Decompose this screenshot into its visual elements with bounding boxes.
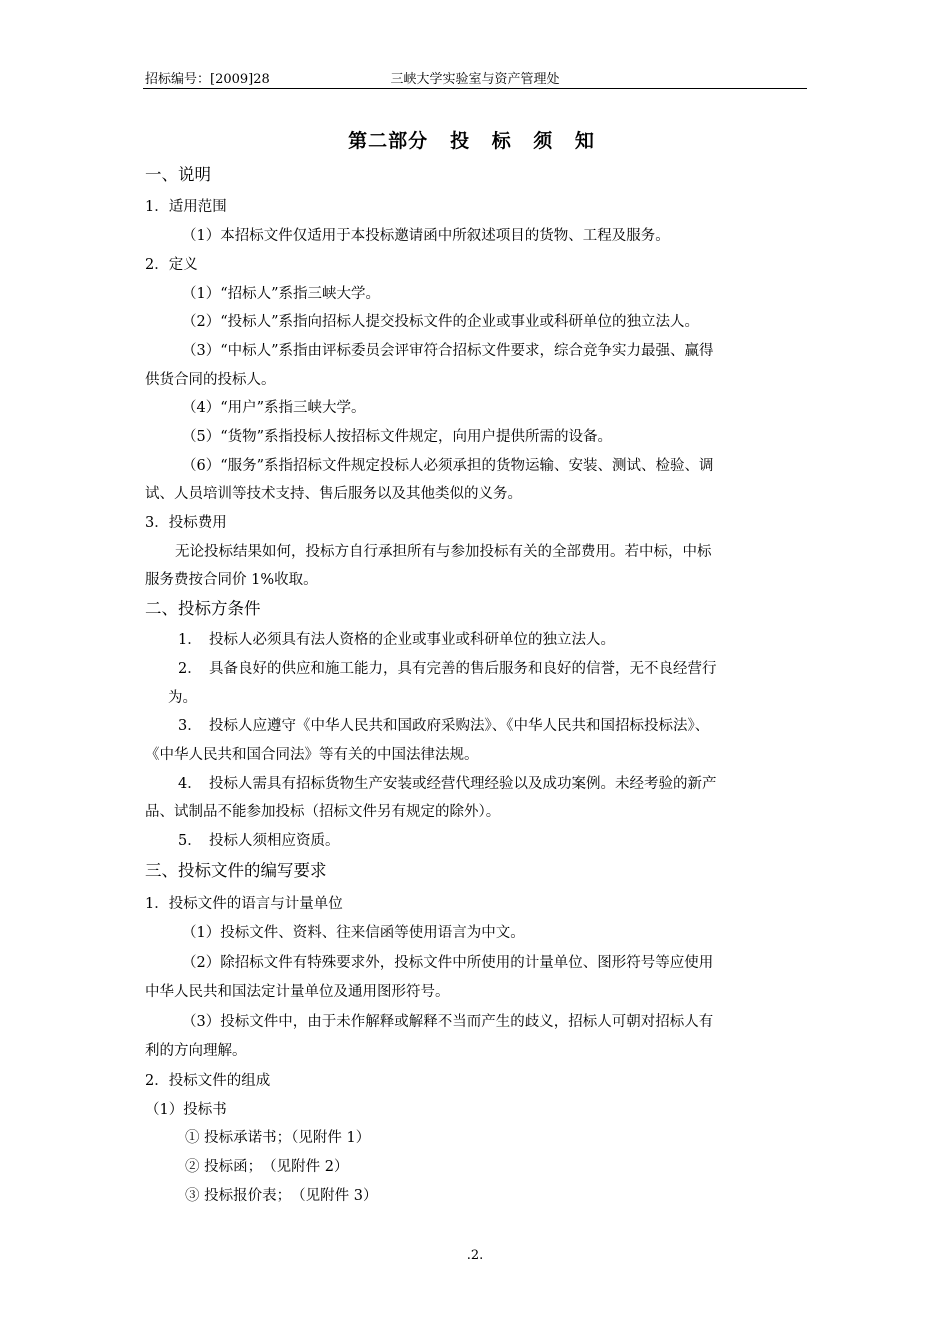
subsection-heading: 2．投标文件的组成 xyxy=(145,1073,271,1089)
subsection-heading: 1．适用范围 xyxy=(145,199,227,215)
paragraph-line: 服务费按合同价 1%收取。 xyxy=(145,572,318,588)
section-heading: 一、说明 xyxy=(145,165,211,184)
header-organization: 三峡大学实验室与资产管理处 xyxy=(390,72,560,87)
page-number: .2. xyxy=(466,1248,484,1263)
paragraph-line: 利的方向理解。 xyxy=(145,1043,247,1059)
paragraph-line: 无论投标结果如何，投标方自行承担所有与参加投标有关的全部费用。若中标，中标 xyxy=(175,544,712,560)
list-item: 4． 投标人需具有招标货物生产安装或经营代理经验以及成功案例。未经考验的新产 xyxy=(178,776,717,792)
title-part: 第二部分 xyxy=(348,130,429,152)
list-item: ② 投标函； （见附件 2） xyxy=(185,1159,349,1175)
list-item: ① 投标承诺书；（见附件 1） xyxy=(185,1130,371,1146)
subsection-heading: 3．投标费用 xyxy=(145,515,227,531)
paragraph-line: （2）“投标人”系指向招标人提交投标文件的企业或事业或科研单位的独立法人。 xyxy=(182,314,700,330)
section-heading: 三、投标文件的编写要求 xyxy=(145,861,327,880)
subsection-heading: （1）投标书 xyxy=(145,1102,227,1118)
paragraph-line: （6）“服务”系指招标文件规定投标人必须承担的货物运输、安装、测试、检验、调 xyxy=(182,458,714,474)
list-item: 5． 投标人须相应资质。 xyxy=(178,833,340,849)
subsection-heading: 1．投标文件的语言与计量单位 xyxy=(145,896,343,912)
section-heading: 二、投标方条件 xyxy=(145,599,261,618)
list-item: ③ 投标报价表； （见附件 3） xyxy=(185,1188,378,1204)
paragraph-line: （4）“用户”系指三峡大学。 xyxy=(182,400,366,416)
paragraph-line: （3）投标文件中，由于未作解释或解释不当而产生的歧义，招标人可朝对招标人有 xyxy=(182,1014,714,1030)
list-item: 品、试制品不能参加投标（招标文件另有规定的除外）。 xyxy=(145,804,501,820)
title-name: 投 标 须 知 xyxy=(450,130,602,152)
paragraph-line: 试、人员培训等技术支持、售后服务以及其他类似的义务。 xyxy=(145,486,522,502)
list-item: 2． 具备良好的供应和施工能力，具有完善的售后服务和良好的信誉，无不良经营行 xyxy=(178,661,717,677)
paragraph-line: （5）“货物”系指投标人按招标文件规定，向用户提供所需的设备。 xyxy=(182,429,613,445)
paragraph-line: （3）“中标人”系指由评标委员会评审符合招标文件要求，综合竞争实力最强、赢得 xyxy=(182,343,714,359)
subsection-heading: 2．定义 xyxy=(145,257,198,273)
list-item: 3． 投标人应遵守《中华人民共和国政府采购法》、《中华人民共和国招标投标法》、 xyxy=(178,718,710,734)
list-item: 为。 xyxy=(168,690,197,706)
paragraph-line: （1）投标文件、资料、往来信函等使用语言为中文。 xyxy=(182,925,525,941)
bid-number: 招标编号：[2009]28 xyxy=(145,72,270,87)
list-item: 1． 投标人必须具有法人资格的企业或事业或科研单位的独立法人。 xyxy=(178,632,615,648)
page-title xyxy=(0,126,950,153)
paragraph-line: （2）除招标文件有特殊要求外，投标文件中所使用的计量单位、图形符号等应使用 xyxy=(182,955,714,971)
list-item: 《中华人民共和国合同法》等有关的中国法律法规。 xyxy=(145,747,479,763)
paragraph-line: 中华人民共和国法定计量单位及通用图形符号。 xyxy=(145,984,450,1000)
paragraph-line: （1）“招标人”系指三峡大学。 xyxy=(182,286,381,302)
paragraph-line: 供货合同的投标人。 xyxy=(145,372,276,388)
page-header xyxy=(143,66,807,89)
paragraph-line: （1）本招标文件仅适用于本投标邀请函中所叙述项目的货物、工程及服务。 xyxy=(182,228,670,244)
